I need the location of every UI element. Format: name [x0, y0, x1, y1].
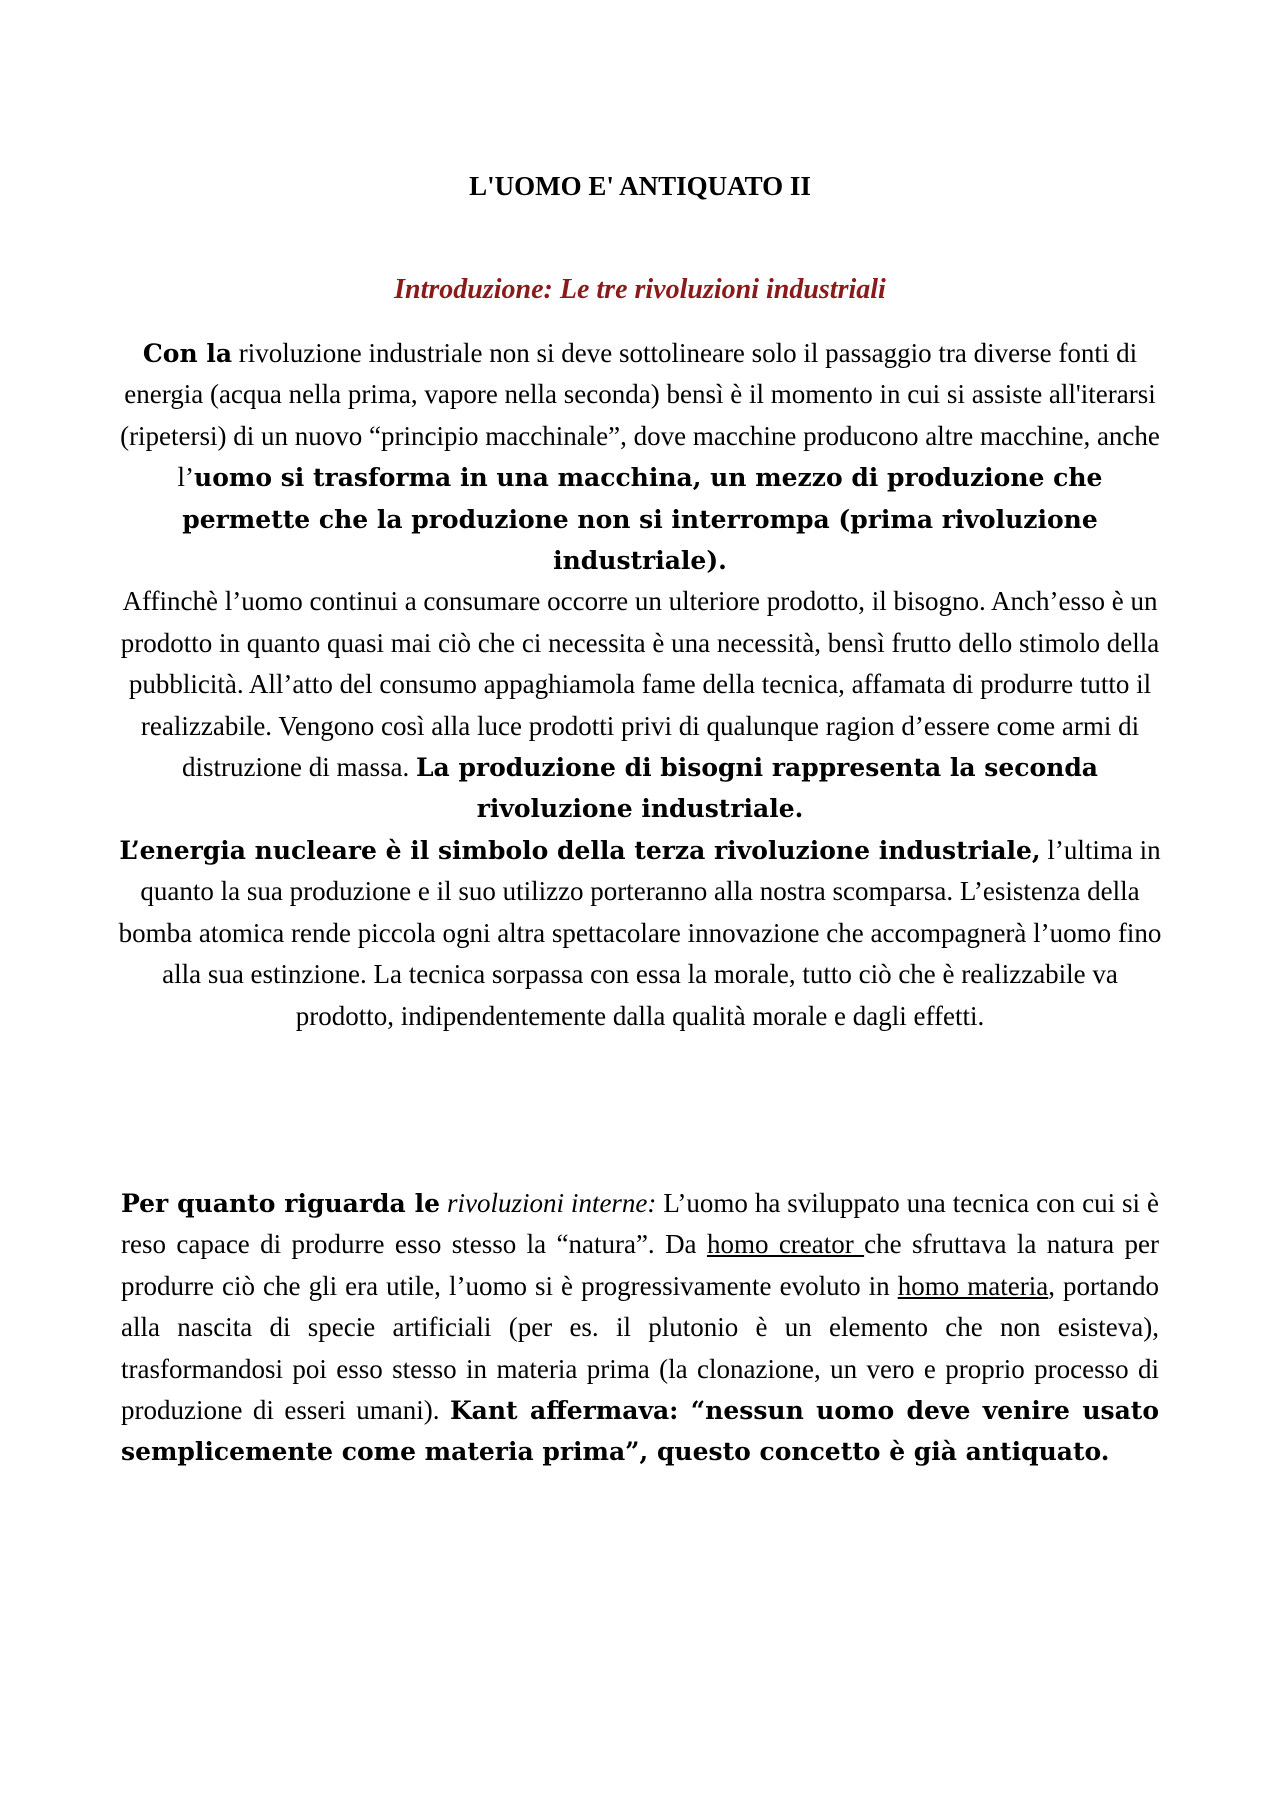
intro-paragraph-1 [110, 333, 1170, 581]
page-title: L'UOMO E' ANTIQUATO II [469, 171, 811, 201]
intro-p1-bold-start: Con la [142, 339, 233, 368]
intro-p2-bold: La produzione di bisogni rappresenta la seconda rivoluzione industriale. [415, 753, 1098, 824]
section2-text-3: , portando alla nascita di specie artificiali (per es. il plutonio è un elemento che non esisteva), trasformandosi poi esso stesso in materia prima (la clonazione, un vero e proprio processo di produzione di esseri umani). [121, 1270, 1160, 1426]
section2-bold-end: Kant affermava: “nessun uomo deve venire usato semplicemente come materia prima”, questo concetto è già antiquato. [121, 1396, 1160, 1467]
section-subtitle: Introduzione: Le tre rivoluzioni industriali [394, 274, 886, 305]
intro-p3-text: l’ultima in quanto la sua produzione e il suo utilizzo porteranno alla nostra scomparsa. L’esistenza della bomba atomica rende piccola ogni altra spettacolare innovazione che accompagnerà l’uomo fino alla sua estinzione. La tecnica sorpassa con essa la morale, tutto ciò che è realizzabile va prodotto, indipendentemente dalla qualità morale e dagli effetti. [118, 834, 1162, 1031]
intro-body [110, 333, 1170, 1037]
section2-bold-start: Per quanto riguarda le [121, 1189, 440, 1218]
intro-p1-bold-end: uomo si trasforma in una macchina, un mezzo di produzione che permette che la produzione non si interrompa (prima rivoluzione industriale). [182, 463, 1103, 576]
intro-p3-bold: L’energia nucleare è il simbolo della terza rivoluzione industriale, [119, 835, 1041, 865]
homo-materia-term: homo materia [897, 1270, 1049, 1301]
section2-text-2: che sfruttava la natura per produrre ciò che gli era utile, l’uomo si è progressivamente evoluto in [121, 1229, 1160, 1301]
intro-paragraph-3 [110, 830, 1170, 1037]
internal-revolutions-section [121, 1183, 1159, 1473]
intro-p2-text: Affinchè l’uomo continui a consumare occorre un ulteriore prodotto, il bisogno. Anch’esso è un prodotto in quanto quasi mai ciò che ci necessita è una necessità, bensì frutto dello stimolo della pubblicità. All’atto del consumo appaghiamola fame della tecnica, affamata di produrre tutto il realizzabile. Vengono così alla luce prodotti privi di qualunque ragion d’essere come armi di distruzione di massa. [120, 586, 1160, 783]
homo-creator-term: homo creator [706, 1229, 865, 1260]
section2-paragraph [121, 1183, 1159, 1473]
intro-paragraph-2 [110, 581, 1170, 829]
intro-p1-text: rivoluzione industriale non si deve sottolineare solo il passaggio tra diverse fonti di energia (acqua nella prima, vapore nella seconda) bensì è il momento in cui si assiste all'iterarsi (ripetersi) di un nuovo “principio macchinale”, dove macchine producono altre macchine, anche l’ [120, 338, 1160, 493]
section2-text-1: L’uomo ha sviluppato una tecnica con cui si è reso capace di produrre esso stesso la “natura”. Da [121, 1188, 1159, 1260]
section2-italic: rivoluzioni interne: [440, 1188, 657, 1218]
